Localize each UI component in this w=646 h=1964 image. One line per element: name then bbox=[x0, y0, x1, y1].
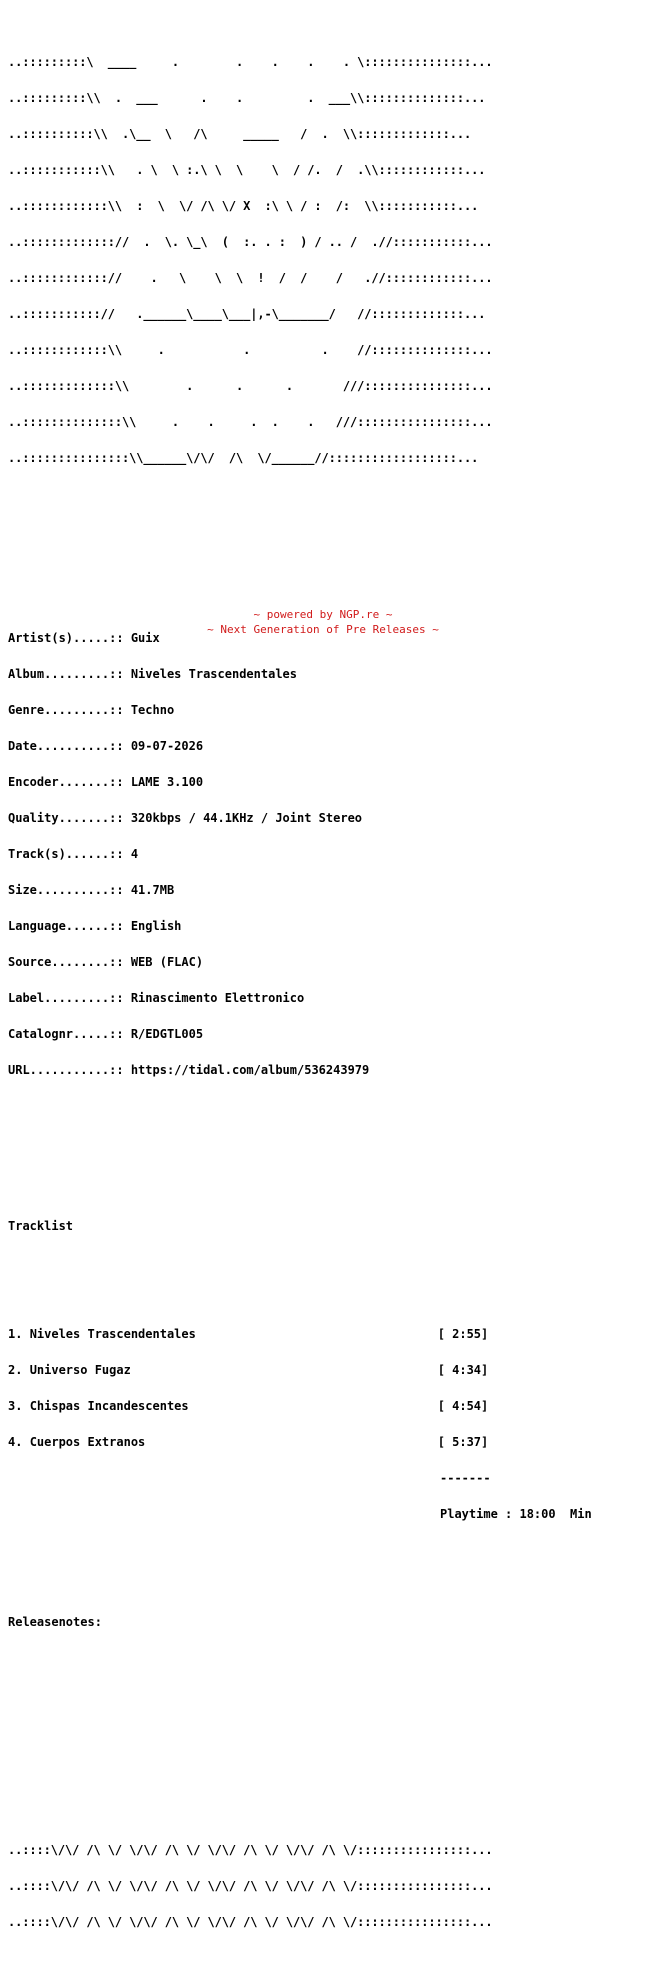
header-art-line: ..:::::::::\\ . ___ . . . ___\\::::::::::::::... bbox=[8, 91, 486, 105]
track-number: 4. bbox=[8, 1435, 23, 1449]
header-art-line: ..:::::::::::::\\ . . . ///:::::::::::::::... bbox=[8, 379, 493, 393]
track-row bbox=[8, 1364, 614, 1376]
field-label: Source........:: bbox=[8, 955, 124, 969]
field-value: Rinascimento Elettronico bbox=[130, 991, 305, 1005]
field-label: Date..........:: bbox=[8, 739, 124, 753]
field-value: LAME 3.100 bbox=[130, 775, 204, 789]
field-value: Niveles Trascendentales bbox=[130, 667, 297, 681]
field-album bbox=[8, 668, 614, 680]
tracklist-heading: Tracklist bbox=[8, 1219, 74, 1233]
field-encoder bbox=[8, 776, 614, 788]
tracklist bbox=[8, 1304, 614, 1544]
footer-art-line: ..::::\/\/ /\ \/ \/\/ /\ \/ \/\/ /\ \/ \/\/ /\ \/::::::::::::::::... bbox=[8, 1879, 493, 1893]
field-source bbox=[8, 956, 614, 968]
track-title: Chispas Incandescentes bbox=[29, 1399, 189, 1413]
nfo-document bbox=[8, 8, 614, 1964]
field-label: Genre.........:: bbox=[8, 703, 124, 717]
powered-by-credit: ~ powered by NGP.re ~ bbox=[253, 608, 393, 621]
field-label: Encoder.......:: bbox=[8, 775, 124, 789]
releasenotes-heading: Releasenotes: bbox=[8, 1615, 102, 1629]
field-value: English bbox=[130, 919, 182, 933]
playtime-row bbox=[8, 1508, 614, 1520]
track-title: Cuerpos Extranos bbox=[29, 1435, 146, 1449]
header-art-line: ..::::::::::::::\\ . . . . . ///::::::::::::::::... bbox=[8, 415, 493, 429]
field-label: Language......:: bbox=[8, 919, 124, 933]
track-number: 1. bbox=[8, 1327, 23, 1341]
playtime: Playtime : 18:00 Min bbox=[440, 1507, 592, 1521]
header-art-line: ..:::::::::::::// . \. \_\ ( :. . : ) / .. / .//:::::::::::... bbox=[8, 235, 493, 249]
field-quality bbox=[8, 812, 614, 824]
field-value: https://tidal.com/album/536243979 bbox=[130, 1063, 370, 1077]
header-art-line: ..::::::::::::// . \ \ \ ! / / / .//::::::::::::... bbox=[8, 271, 493, 285]
field-url bbox=[8, 1064, 614, 1076]
track-number: 2. bbox=[8, 1363, 23, 1377]
field-label: Catalognr.....:: bbox=[8, 1027, 124, 1041]
header-art-line: ..:::::::::::\\ . \ \ :.\ \ \ \ / /. / .\\::::::::::::... bbox=[8, 163, 486, 177]
field-size bbox=[8, 884, 614, 896]
header-art-line: ..::::::::::::\\ : \ \/ /\ \/ X :\ \ / : /: \\:::::::::::... bbox=[8, 199, 479, 213]
field-label: URL...........:: bbox=[8, 1063, 124, 1077]
field-label: Artist(s).....:: bbox=[8, 631, 124, 645]
tracklist-separator: ------- bbox=[440, 1471, 491, 1485]
track-duration: [ 4:54] bbox=[437, 1399, 489, 1413]
field-tracks bbox=[8, 848, 614, 860]
footer-art-line: ..::::\/\/ /\ \/ \/\/ /\ \/ \/\/ /\ \/ \/\/ /\ \/::::::::::::::::... bbox=[8, 1843, 493, 1857]
track-duration: [ 5:37] bbox=[437, 1435, 489, 1449]
field-value: 320kbps / 44.1KHz / Joint Stereo bbox=[130, 811, 363, 825]
track-row bbox=[8, 1328, 614, 1340]
track-duration: [ 4:34] bbox=[437, 1363, 489, 1377]
field-value: 4 bbox=[130, 847, 139, 861]
footer-art-line: ..::::\/\/ /\ \/ \/\/ /\ \/ \/\/ /\ \/ \/\/ /\ \/::::::::::::::::... bbox=[8, 1915, 493, 1929]
field-language bbox=[8, 920, 614, 932]
field-catalognr bbox=[8, 1028, 614, 1040]
field-value: Techno bbox=[130, 703, 175, 717]
header-art-line: ..::::::::::\\ .\__ \ /\ _____ / . \\:::::::::::::... bbox=[8, 127, 472, 141]
track-title: Universo Fugaz bbox=[29, 1363, 131, 1377]
track-row bbox=[8, 1436, 614, 1448]
footer-ascii-art bbox=[8, 1820, 614, 1952]
tracklist-separator-row bbox=[8, 1472, 614, 1484]
header-art-line: ..:::::::::::// .______\____\___|,-\_______/ //:::::::::::::... bbox=[8, 307, 486, 321]
field-label: Size..........:: bbox=[8, 883, 124, 897]
field-value: WEB (FLAC) bbox=[130, 955, 204, 969]
track-duration: [ 2:55] bbox=[437, 1327, 489, 1341]
field-genre bbox=[8, 704, 614, 716]
field-label-name bbox=[8, 992, 614, 1004]
header-ascii-art bbox=[8, 32, 614, 488]
header-art-line: ..:::::::::\ ____ . . . . . \:::::::::::::::... bbox=[8, 55, 493, 69]
header-art-line: ..::::::::::::\\ . . . //::::::::::::::... bbox=[8, 343, 493, 357]
field-label: Track(s)......:: bbox=[8, 847, 124, 861]
field-label: Album.........:: bbox=[8, 667, 124, 681]
field-label: Label.........:: bbox=[8, 991, 124, 1005]
field-value: Guix bbox=[130, 631, 160, 645]
ngp-tagline: ~ Next Generation of Pre Releases ~ bbox=[207, 623, 439, 636]
track-number: 3. bbox=[8, 1399, 23, 1413]
field-date bbox=[8, 740, 614, 752]
header-art-line: ..:::::::::::::::\\______\/\/ /\ \/______//::::::::::::::::::... bbox=[8, 451, 479, 465]
track-title: Niveles Trascendentales bbox=[29, 1327, 196, 1341]
track-row bbox=[8, 1400, 614, 1412]
release-info bbox=[8, 608, 614, 1100]
field-value: 41.7MB bbox=[130, 883, 175, 897]
field-label: Quality.......:: bbox=[8, 811, 124, 825]
field-value: 09-07-2026 bbox=[130, 739, 204, 753]
field-value: R/EDGTL005 bbox=[130, 1027, 204, 1041]
